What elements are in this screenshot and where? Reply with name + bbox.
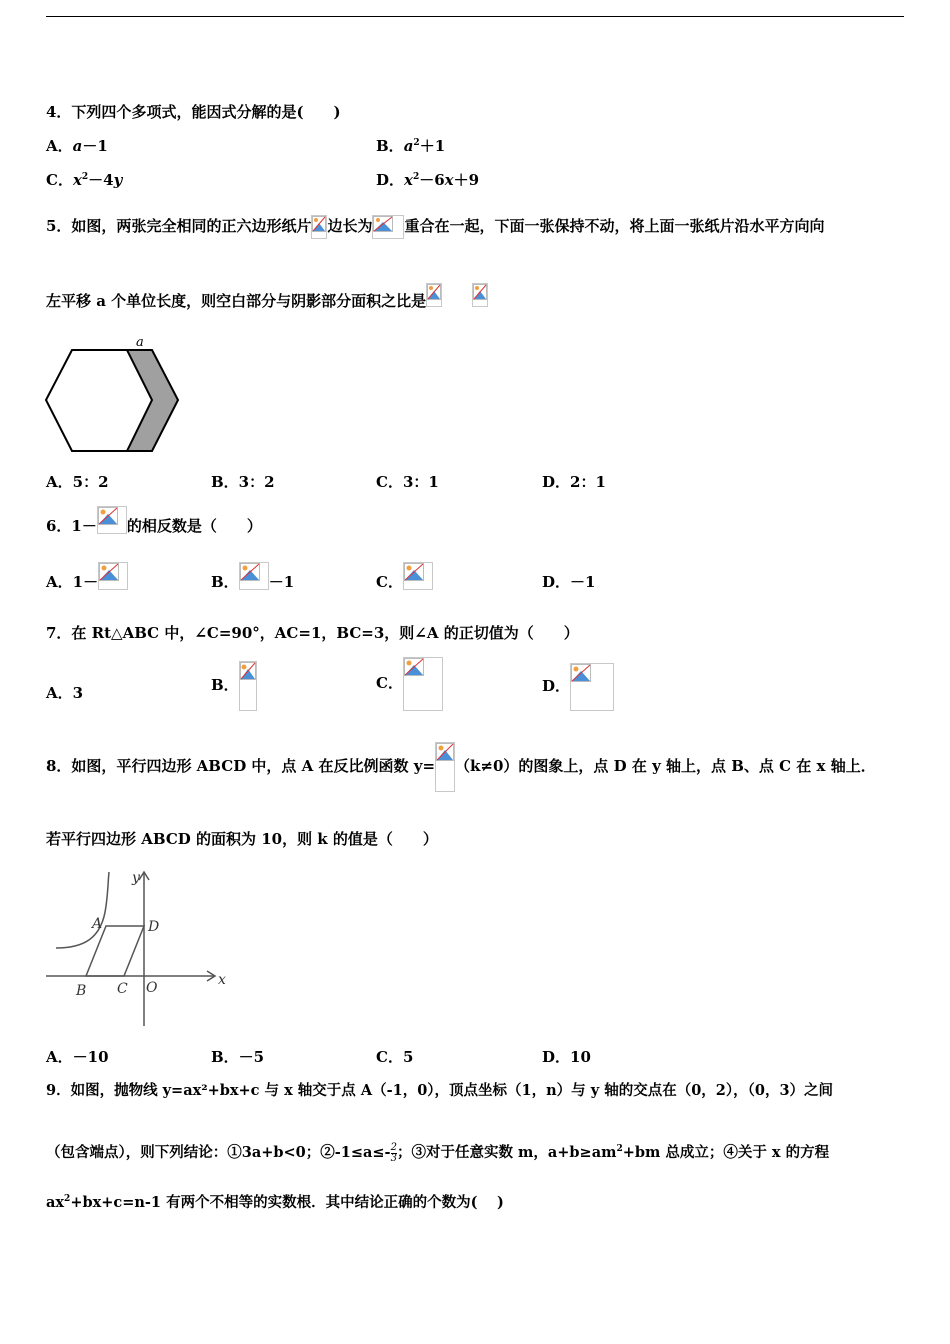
- broken-image-icon: [472, 283, 488, 307]
- q4-option-b[interactable]: B．$a^2+1$: [376, 137, 446, 155]
- q8-line1: 8．如图，平行四边形 ABCD 中，点 A 在反比例函数 y= （k≠0）的图象上，点 D 在 y 轴上，点 B、点 C 在 x 轴上．: [46, 740, 876, 792]
- broken-image-icon: [311, 215, 327, 239]
- q5-option-c[interactable]: C．3：1: [376, 473, 439, 491]
- q5-line2: 左平移 a 个单位长度，则空白部分与阴影部分面积之比是: [46, 284, 488, 318]
- fraction-two-thirds: $\frac{2}{3}$: [390, 1141, 397, 1164]
- q5-option-a[interactable]: A．5：2: [46, 473, 109, 491]
- q5-line1: 5．如图，两张完全相同的正六边形纸片 边长为 重合在一起，下面一张保持不动，将上面一张纸片沿水平方向向: [46, 212, 824, 240]
- label-a: A: [92, 916, 103, 932]
- q4-option-c[interactable]: C．$x^2-4y$: [46, 171, 123, 189]
- label-x: x: [218, 972, 226, 988]
- label-d: D: [148, 919, 160, 935]
- header-rule: [46, 16, 904, 17]
- broken-image-icon: [98, 562, 128, 590]
- q9-line1: 9．如图，抛物线 y=ax²+bx+c 与 x 轴交于点 A（-1，0），顶点坐标（1，n）与 y 轴的交点在（0，2），（0，3）之间: [46, 1082, 834, 1099]
- q7-option-c[interactable]: C．: [376, 656, 443, 711]
- broken-image-icon: [435, 742, 455, 792]
- q7-option-b[interactable]: B．: [211, 660, 257, 711]
- q6-option-a[interactable]: A．1－: [46, 562, 128, 602]
- q9-line3: $ax^2+bx+c=n-1$ 有两个不相等的实数根．其中结论正确的个数为( ): [46, 1194, 504, 1211]
- q8-option-a[interactable]: A．－10: [46, 1048, 109, 1066]
- q6-stem: 6．1－ 的相反数是（ ）: [46, 504, 262, 548]
- q8-line2: 若平行四边形 ABCD 的面积为 10，则 k 的值是（ ）: [46, 830, 438, 848]
- label-c: C: [117, 981, 128, 997]
- q7-option-d[interactable]: D．: [542, 661, 614, 711]
- q8-option-b[interactable]: B．－5: [211, 1048, 265, 1066]
- shift-label-a: a: [136, 335, 144, 350]
- q9-line2: （包含端点），则下列结论：①3a+b<0；②-1≤a≤- $\frac{2}{3}$ ；③对于任意实数 m，$a+b\ge am^2+bm$ 总成立；④关于 x 的方程: [46, 1141, 830, 1164]
- broken-image-icon: [403, 657, 443, 711]
- parallelogram-figure: [42, 864, 242, 1030]
- q4-stem: 4．下列四个多项式，能因式分解的是( ): [46, 103, 341, 121]
- broken-image-icon: [372, 215, 404, 239]
- parallelogram: [86, 926, 144, 976]
- q5-option-d[interactable]: D．2：1: [542, 473, 606, 491]
- hexagon-figure: [44, 334, 184, 456]
- q5-option-b[interactable]: B．3：2: [211, 473, 275, 491]
- q7-option-a[interactable]: A．3: [46, 684, 84, 702]
- q4-option-a[interactable]: A．a－1: [46, 137, 108, 155]
- q7-stem: 7．在 Rt△ABC 中，∠C=90°，AC=1，BC=3，则∠A 的正切值为（ ）: [46, 624, 579, 642]
- label-y: y: [132, 870, 140, 886]
- q6-option-c[interactable]: C．: [376, 562, 433, 602]
- q8-option-d[interactable]: D．10: [542, 1048, 591, 1066]
- broken-image-icon: [426, 283, 442, 307]
- label-b: B: [76, 983, 87, 999]
- broken-image-icon: [239, 661, 257, 711]
- q6-option-b[interactable]: B． －1: [211, 562, 294, 602]
- label-o: O: [146, 980, 158, 996]
- broken-image-icon: [239, 562, 269, 590]
- q8-option-c[interactable]: C．5: [376, 1048, 414, 1066]
- broken-image-icon: [403, 562, 433, 590]
- q4-option-d[interactable]: D．$x^2-6x+9$: [376, 171, 480, 189]
- broken-image-icon: [570, 663, 614, 711]
- q6-option-d[interactable]: D．－1: [542, 573, 596, 591]
- broken-image-icon: [97, 506, 127, 534]
